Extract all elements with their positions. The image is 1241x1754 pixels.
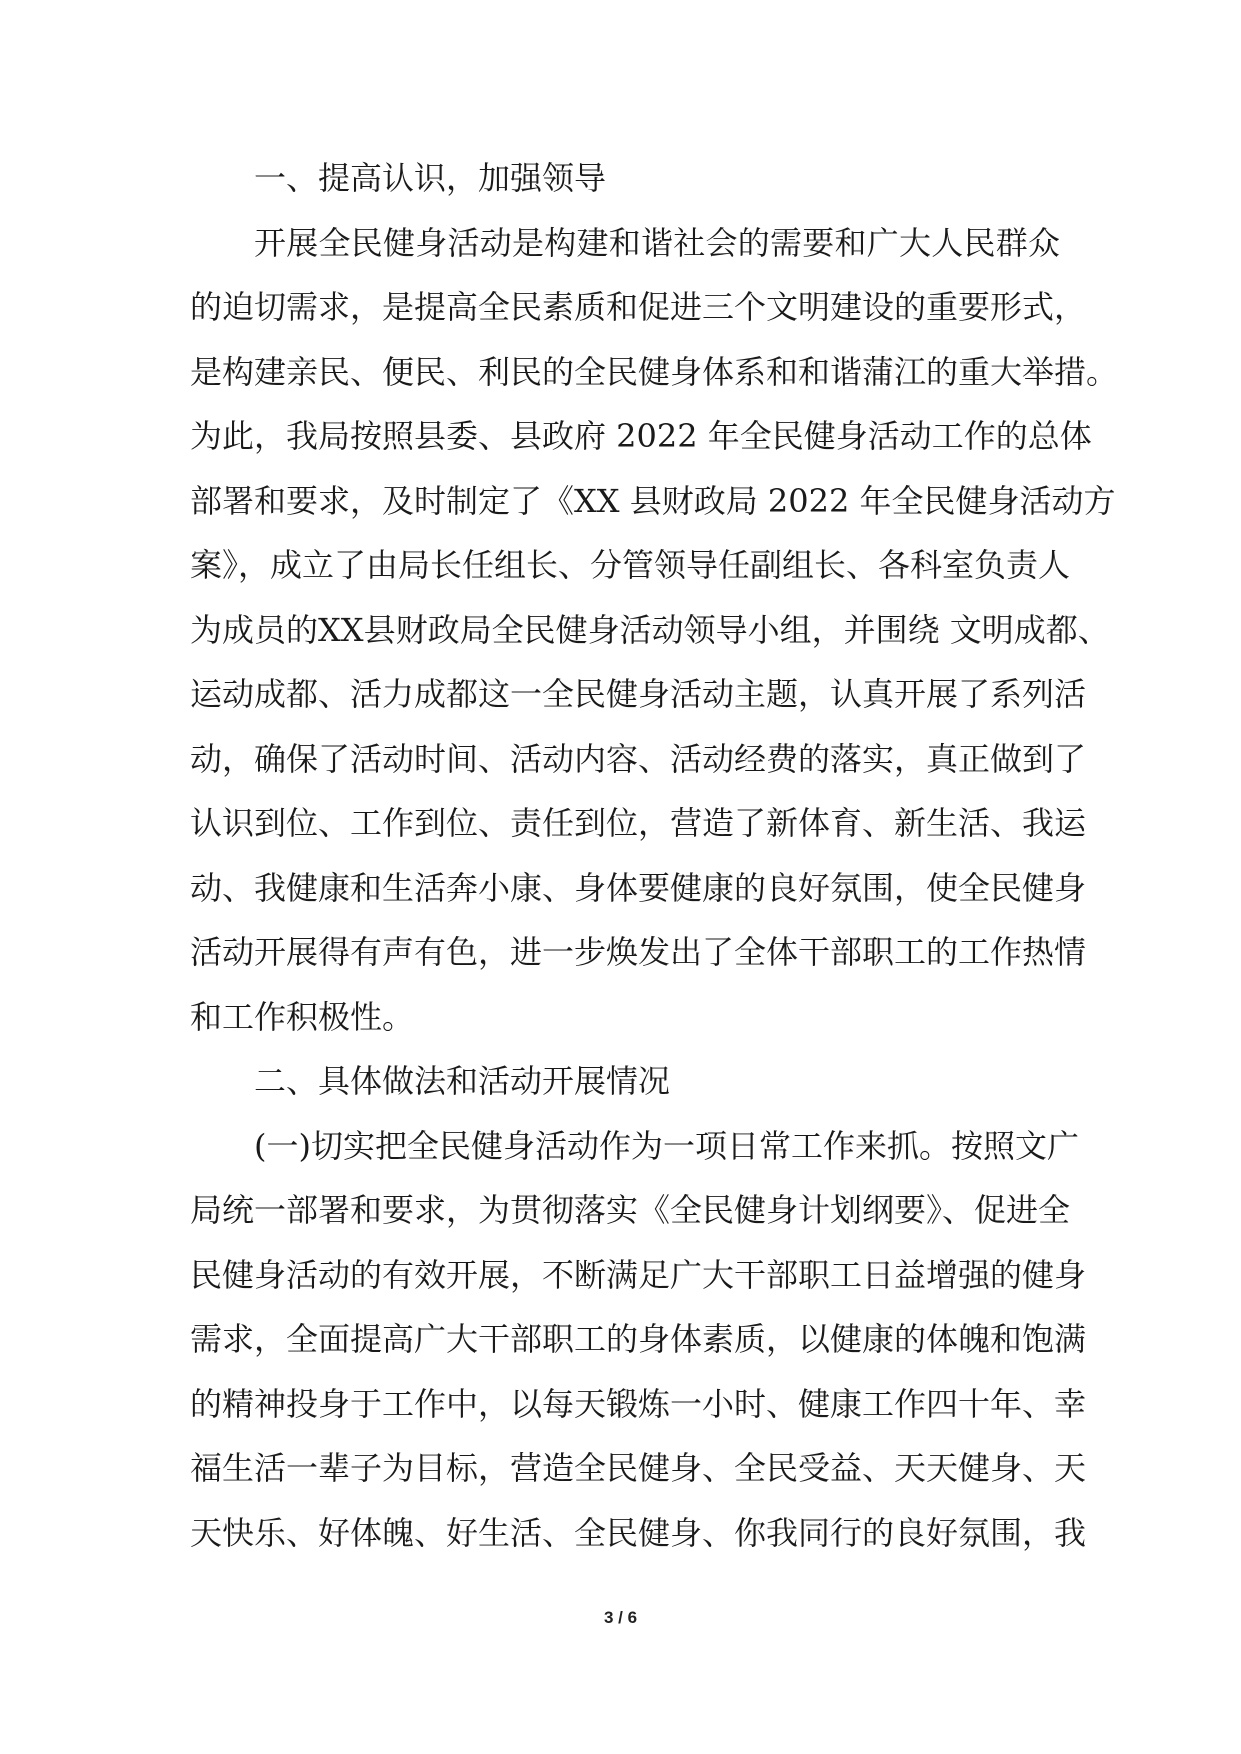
paragraph-line: 是构建亲民、便民、利民的全民健身体系和和谐蒲江的重大举措。 — [190, 352, 1119, 391]
paragraph-line: 案》，成立了由局长任组长、分管领导任副组长、各科室负责人 — [190, 546, 1071, 584]
paragraph-line: 和工作积极性。 — [190, 997, 415, 1036]
paragraph-line: 的迫切需求，是提高全民素质和促进三个文明建设的重要形式， — [190, 288, 1087, 326]
paragraph-line: 开展全民健身活动是构建和谐社会的需要和广大人民群众 — [254, 223, 1060, 262]
paragraph-line: 运动成都、活力成都这一全民健身活动主题，认真开展了系列活 — [190, 675, 1087, 713]
paragraph-line: 民健身活动的有效开展，不断满足广大干部职工日益增强的健身 — [190, 1255, 1087, 1294]
paragraph-line: 为成员的XX县财政局全民健身活动领导小组，并围绕 文明成都、 — [190, 610, 1110, 649]
paragraph-line: 部署和要求，及时制定了《XX 县财政局 2022 年全民健身活动方 — [190, 481, 1116, 520]
section-heading-1: 一、提高认识，加强领导 — [254, 159, 607, 197]
paragraph-line: 认识到位、工作到位、责任到位，营造了新体育、新生活、我运 — [190, 804, 1087, 842]
paragraph-line: 动、我健康和生活奔小康、身体要健康的良好氛围，使全民健身 — [190, 868, 1087, 907]
paragraph-line: 局统一部署和要求，为贯彻落实《全民健身计划纲要》、促进全 — [190, 1191, 1071, 1229]
section-heading-2: 二、具体做法和活动开展情况 — [254, 1062, 671, 1100]
paragraph-line: 为此，我局按照县委、县政府 2022 年全民健身活动工作的总体 — [190, 417, 1092, 455]
paragraph-line: 需求，全面提高广大干部职工的身体素质，以健康的体魄和饱满 — [190, 1320, 1087, 1358]
paragraph-line: 福生活一辈子为目标，营造全民健身、全民受益、天天健身、天 — [190, 1449, 1087, 1487]
paragraph-line: 动，确保了活动时间、活动内容、活动经费的落实，真正做到了 — [190, 739, 1087, 778]
document-body — [190, 146, 1119, 1565]
page-number: 3 / 6 — [603, 1608, 638, 1627]
paragraph-line: 的精神投身于工作中，以每天锻炼一小时、健康工作四十年、幸 — [190, 1384, 1087, 1423]
paragraph-line: (一)切实把全民健身活动作为一项日常工作来抓。按照文广 — [254, 1126, 1079, 1165]
paragraph-line: 天快乐、好体魄、好生活、全民健身、你我同行的良好氛围，我 — [190, 1513, 1087, 1552]
paragraph-line: 活动开展得有声有色，进一步焕发出了全体干部职工的工作热情 — [190, 933, 1087, 971]
